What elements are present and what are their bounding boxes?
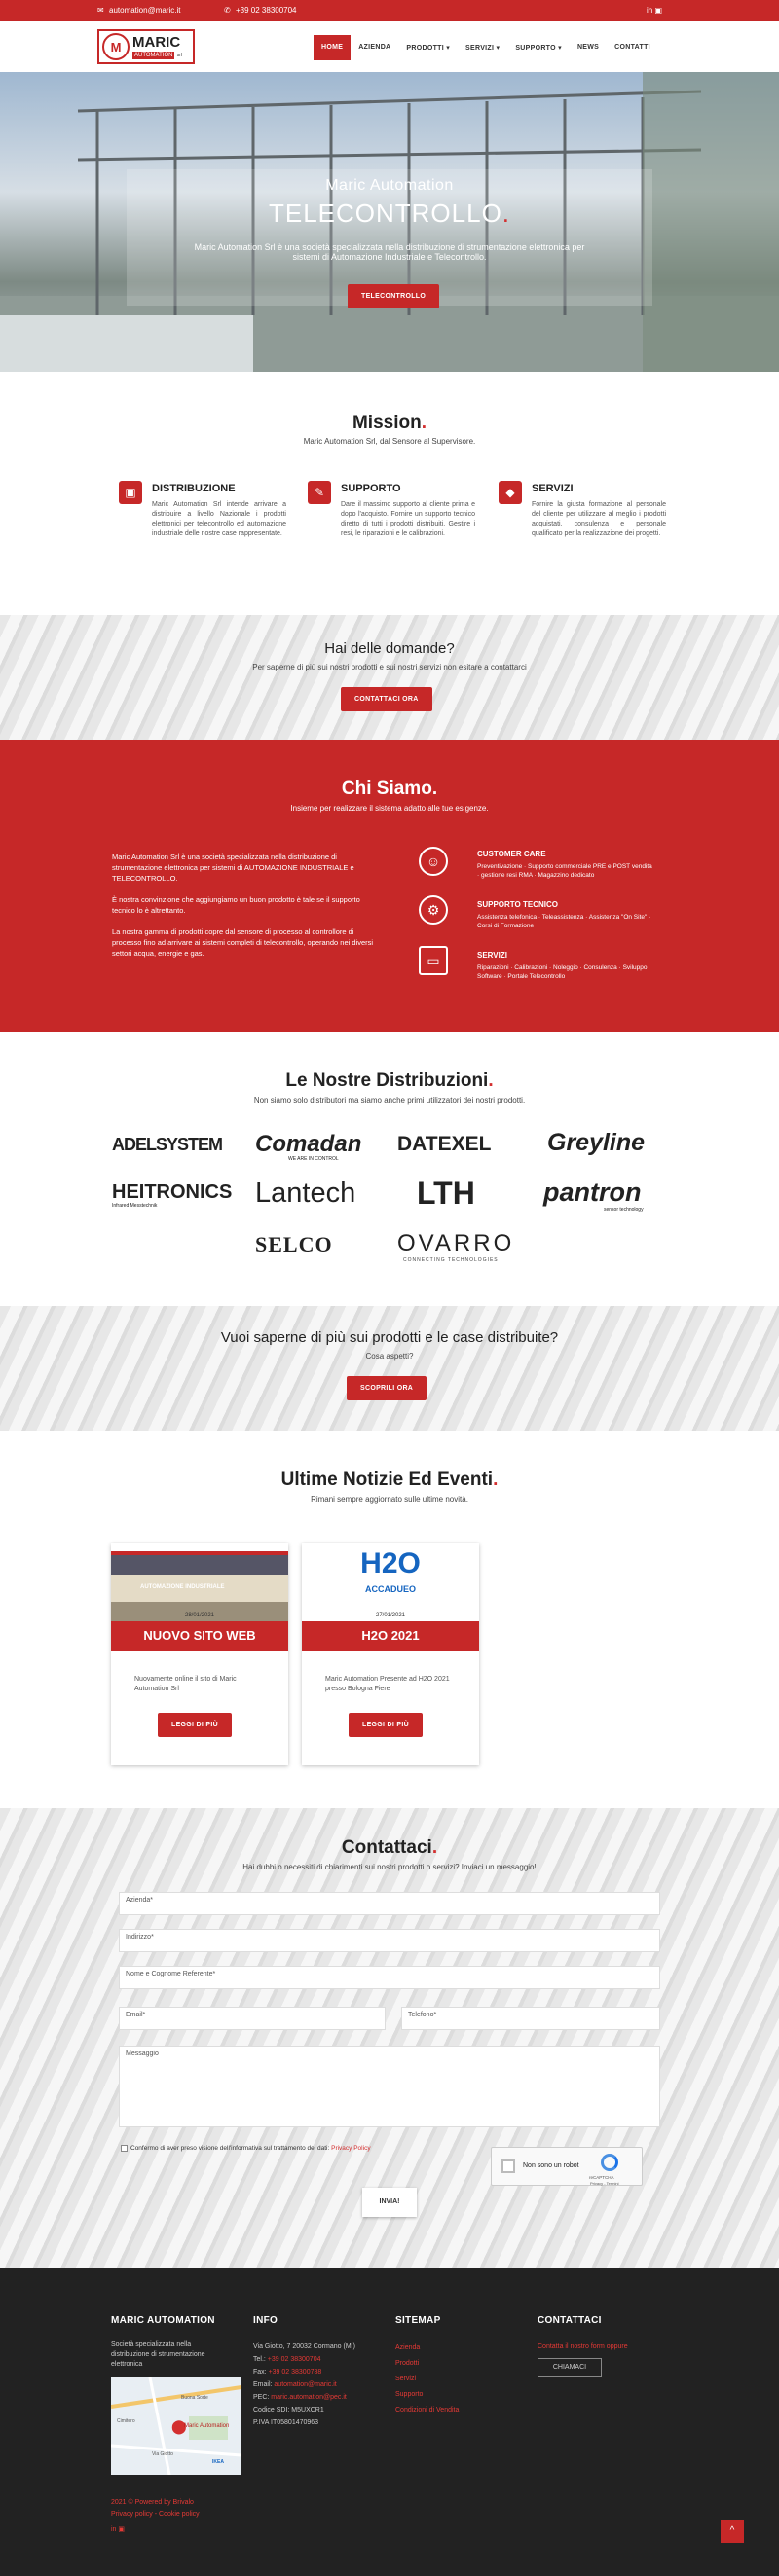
distrib-title: Le Nostre Distribuzioni.	[285, 1070, 494, 1091]
news-card[interactable]	[111, 1543, 288, 1765]
footer-sitemap	[395, 2340, 459, 2418]
mission-title: Mission.	[352, 413, 427, 433]
news-card[interactable]	[302, 1543, 479, 1765]
logo-comadan[interactable]: Comadan	[255, 1131, 362, 1157]
news-title[interactable]: NUOVO SITO WEB	[111, 1621, 288, 1651]
service-text: Preventivazione · Supporto commerciale PRE e POST vendita · gestione resi RMA · Magazzino dedicato	[477, 863, 652, 879]
feature-title: SERVIZI	[532, 483, 574, 494]
menu-news[interactable]: NEWS	[576, 44, 600, 51]
discover-button[interactable]: SCOPRILI ORA	[347, 1376, 427, 1400]
footer	[0, 2268, 779, 2576]
sitemap-link[interactable]: Azienda	[395, 2344, 421, 2351]
distrib-subtitle: Non siamo solo distributori ma siamo anche primi utilizzatori dei nostri prodotti.	[253, 1096, 526, 1105]
sitemap-link[interactable]: Condizioni di Vendita	[395, 2407, 460, 2413]
back-to-top-button[interactable]: ^	[721, 2520, 744, 2543]
menu-home[interactable]: HOME	[314, 35, 351, 60]
telefono-input[interactable]: Telefono*	[401, 2007, 660, 2030]
logo-name: MARIC	[132, 33, 181, 51]
indirizzo-input[interactable]: Indirizzo*	[119, 1929, 660, 1952]
customer-care-icon: ☺	[419, 847, 448, 876]
footer-policy-links[interactable]: Privacy policy - Cookie policy	[111, 2511, 200, 2518]
recaptcha-logo-icon	[601, 2154, 618, 2171]
feature-title: SUPPORTO	[341, 483, 401, 494]
about-subtitle: Insieme per realizzare il sistema adatto alle tue esigenze.	[290, 804, 489, 813]
sitemap-link[interactable]: Prodotti	[395, 2360, 420, 2367]
logo-datexel[interactable]: DATEXEL	[397, 1133, 492, 1155]
gear-icon: ⚙	[419, 895, 448, 925]
news-date: 28/01/2021	[184, 1613, 215, 1618]
news-text: Maric Automation Presente ad H2O 2021 presso Bologna Fiere	[325, 1676, 450, 1692]
about-text	[112, 852, 385, 959]
logo-suffix: srl	[176, 52, 182, 58]
read-more-button[interactable]: LEGGI DI PIÙ	[158, 1713, 232, 1737]
footer-address: Via Giotto, 7 20032 Cormano (MI)	[253, 2343, 355, 2350]
privacy-link[interactable]: Privacy Policy	[331, 2145, 371, 2152]
questions-text: Per saperne di più sui nostri prodotti e sui nostri servizi non esitare a contattarci	[252, 663, 527, 671]
logo[interactable]	[97, 29, 195, 64]
news-subtitle: Rimani sempre aggiornato sulle ultime novità.	[311, 1495, 468, 1504]
logo-comadan-sub: WE ARE IN CONTROL	[288, 1156, 339, 1162]
messaggio-textarea[interactable]: Messaggio	[119, 2046, 660, 2127]
sitemap-link[interactable]: Servizi	[395, 2376, 417, 2382]
main-navigation	[0, 21, 779, 72]
recaptcha-checkbox[interactable]	[501, 2159, 515, 2173]
mission-subtitle: Maric Automation Srl, dal Sensore al Supervisore.	[303, 437, 476, 446]
hero-kicker: Maric Automation	[325, 177, 454, 194]
map-text: Buona Sorte	[181, 2395, 208, 2401]
questions-section	[0, 615, 779, 740]
logo-pantron-sub: sensor technology	[604, 1207, 644, 1213]
logo-greyline[interactable]: Greyline	[547, 1129, 646, 1156]
menu-servizi[interactable]: SERVIZI ▾	[465, 45, 501, 52]
map-text: Cimitero	[117, 2418, 135, 2424]
privacy-label: Confermo di aver preso visione dell'informativa sul trattamento dei dati: Privacy Policy	[130, 2145, 371, 2152]
box-icon: ▣	[119, 481, 142, 504]
map-label: Maric Automation	[184, 2423, 230, 2429]
news-title: Ultime Notizie Ed Eventi.	[280, 1469, 499, 1490]
logo-pantron[interactable]: pantron	[543, 1178, 642, 1207]
logo-selco[interactable]: SELCO	[255, 1232, 333, 1256]
footer-fax: +39 02 38300788	[268, 2369, 322, 2376]
logo-heitronics[interactable]: HEITRONICS	[112, 1181, 233, 1203]
footer-map[interactable]	[111, 2377, 241, 2475]
mail-icon: ✉	[97, 6, 104, 15]
send-button[interactable]: INVIA!	[362, 2188, 417, 2217]
footer-info-title: INFO	[253, 2315, 278, 2326]
news-image-text: AUTOMAZIONE INDUSTRIALE	[140, 1584, 225, 1590]
footer-copyright: 2021 © Powered by Brivalo	[111, 2499, 194, 2506]
service-title: SERVIZI	[477, 951, 507, 960]
footer-piva: P.IVA IT05801470963	[253, 2419, 319, 2426]
hero-description: Maric Automation Srl è una società specializzata nella distribuzione di strumentazione elettronica per sistemi di Automazione Industriale e Telecontrollo.	[194, 242, 585, 262]
menu-contatti[interactable]: CONTATTI	[614, 44, 650, 51]
service-text: Riparazioni · Calibrazioni · Noleggio · Consulenza · Sviluppo Software · Portale Telecontrollo	[477, 964, 648, 980]
footer-sitemap-title: SITEMAP	[395, 2315, 441, 2326]
map-text: Via Giotto	[152, 2451, 173, 2457]
footer-sdi: Codice SDI: M5UXCR1	[253, 2407, 324, 2413]
social-icons[interactable]: in ▣	[647, 6, 663, 15]
footer-about-text: Società specializzata nella distribuzione di strumentazione elettronica	[111, 2341, 205, 2368]
top-bar	[0, 0, 779, 21]
more-text: Cosa aspetti?	[365, 1352, 414, 1361]
privacy-checkbox[interactable]	[121, 2145, 128, 2152]
email-input[interactable]: Email*	[119, 2007, 386, 2030]
footer-about-title: MARIC AUTOMATION	[111, 2315, 215, 2326]
news-image	[302, 1543, 479, 1621]
contact-now-button[interactable]: CONTATTACI ORA	[341, 687, 432, 711]
about-title: Chi Siamo.	[341, 779, 438, 799]
more-title: Vuoi saperne di più sui prodotti e le case distribuite?	[220, 1329, 559, 1346]
about-paragraph: È nostra convinzione che aggiungiamo un buon prodotto è tale se il supporto tecnico lo è altrettanto.	[112, 895, 360, 915]
call-button[interactable]: CHIAMACI	[538, 2358, 602, 2377]
more-section	[0, 1306, 779, 1431]
topbar-email[interactable]: automation@maric.it	[109, 6, 181, 15]
footer-info: Via Giotto, 7 20032 Cormano (MI) Tel.: +39 02 38300704 Fax: +39 02 38300788 Email: automation@maric.it PEC: maric.automation@pec.it Codice SDI: M5UXCR1 P.IVA IT05801470963	[253, 2340, 355, 2429]
logo-mark: M	[102, 33, 130, 60]
about-section	[0, 740, 779, 1032]
hero-banner	[0, 72, 779, 372]
news-text: Nuovamente online il sito di Maric Automation Srl	[134, 1676, 237, 1692]
logo-sub: AUTOMATION	[134, 52, 173, 58]
hero-title: TELECONTROLLO.	[268, 199, 511, 228]
about-paragraph: Maric Automation Srl è una società specializzata nella distribuzione di strumentazione elettronica per sistemi di AUTOMAZIONE INDUSTRIALE e TELECONTROLLO.	[112, 853, 354, 883]
menu-supporto[interactable]: SUPPORTO ▾	[515, 45, 562, 52]
news-title[interactable]: H2O 2021	[302, 1621, 479, 1651]
service-title: CUSTOMER CARE	[477, 850, 546, 858]
news-image	[111, 1543, 288, 1621]
contact-title: Contattaci.	[341, 1837, 438, 1858]
logo-adelsystem[interactable]: ADELSYSTEM	[112, 1135, 223, 1154]
service-title: SUPPORTO TECNICO	[477, 900, 558, 909]
contact-subtitle: Hai dubbi o necessiti di chiarimenti sui nostri prodotti o servizi? Inviaci un messaggio!	[242, 1863, 537, 1871]
footer-contact-title: CONTATTACI	[538, 2315, 602, 2326]
cube-icon: ◆	[499, 481, 522, 504]
footer-contact-text[interactable]: Contatta il nostro form oppure	[538, 2343, 628, 2350]
footer-tel[interactable]: +39 02 38300704	[267, 2356, 321, 2363]
azienda-input[interactable]: Azienda*	[119, 1892, 660, 1915]
logo-lantech[interactable]: Lantech	[255, 1178, 356, 1209]
nome-input[interactable]: Nome e Cognome Referente*	[119, 1966, 660, 1989]
news-image-text: H2O	[360, 1547, 421, 1579]
menu-azienda[interactable]: AZIENDA	[358, 44, 391, 51]
map-pin-icon: ⬤	[171, 2418, 187, 2434]
menu-prodotti[interactable]: PRODOTTI ▾	[406, 45, 451, 52]
logo-lth[interactable]: LTH	[417, 1176, 475, 1211]
map-text: IKEA	[212, 2459, 224, 2465]
feature-text: Maric Automation Srl intende arrivare a distribuire a livello Nazionale i prodotti elettronici per telecontrollo ed automazione industriale delle nostre case rappresentate.	[152, 501, 286, 537]
questions-title: Hai delle domande?	[324, 640, 455, 657]
news-date: 27/01/2021	[375, 1613, 406, 1618]
recaptcha-brand: reCAPTCHA	[589, 2175, 614, 2180]
recaptcha-terms[interactable]: Privacy - Termini	[590, 2181, 619, 2186]
about-paragraph: La nostra gamma di prodotti copre dal sensore di processo al controllore di processo fino ad arrivare ai sistemi completi di telecontrollo, operando nei diversi settori acqua, energie e gas.	[112, 927, 374, 958]
sitemap-link[interactable]: Supporto	[395, 2391, 424, 2398]
recaptcha	[491, 2147, 643, 2186]
service-text: Assistenza telefonica · Teleassistenza · Assistenza "On Site" · Corsi di Formazione	[477, 914, 651, 929]
monitor-icon: ▭	[419, 946, 448, 975]
feature-text: Fornire la giusta formazione al personale del cliente per utilizzare al meglio i prodotti acquistati, consulenza e personale qualificato per la realizzazione dei progetti.	[532, 501, 666, 537]
logo-ovarro[interactable]: OVARRO	[397, 1230, 515, 1256]
logo-ovarro-sub: CONNECTING TECHNOLOGIES	[403, 1257, 499, 1263]
phone-icon: ✆	[224, 6, 231, 15]
logo-heitronics-sub: Infrared Messtechnik	[112, 1203, 158, 1209]
hero-button[interactable]: TELECONTROLLO	[348, 284, 439, 308]
feature-title: DISTRIBUZIONE	[152, 483, 236, 494]
recaptcha-label: Non sono un robot	[523, 2162, 579, 2169]
topbar-phone[interactable]: +39 02 38300704	[236, 6, 297, 15]
support-icon: ✎	[308, 481, 331, 504]
footer-social-icons[interactable]: in ▣	[111, 2526, 126, 2533]
footer-pec[interactable]: maric.automation@pec.it	[271, 2394, 347, 2401]
menu	[314, 35, 658, 60]
news-image-sub: ACCADUEO	[364, 1584, 416, 1594]
feature-text: Dare il massimo supporto al cliente prima e dopo l'acquisto. Fornire un supporto tecnico diretto di tutti i prodotti distribuiti. Gestire i resi, le riparazioni e le calibrazioni.	[341, 501, 475, 537]
footer-email[interactable]: automation@maric.it	[274, 2381, 337, 2388]
read-more-button[interactable]: LEGGI DI PIÙ	[349, 1713, 423, 1737]
